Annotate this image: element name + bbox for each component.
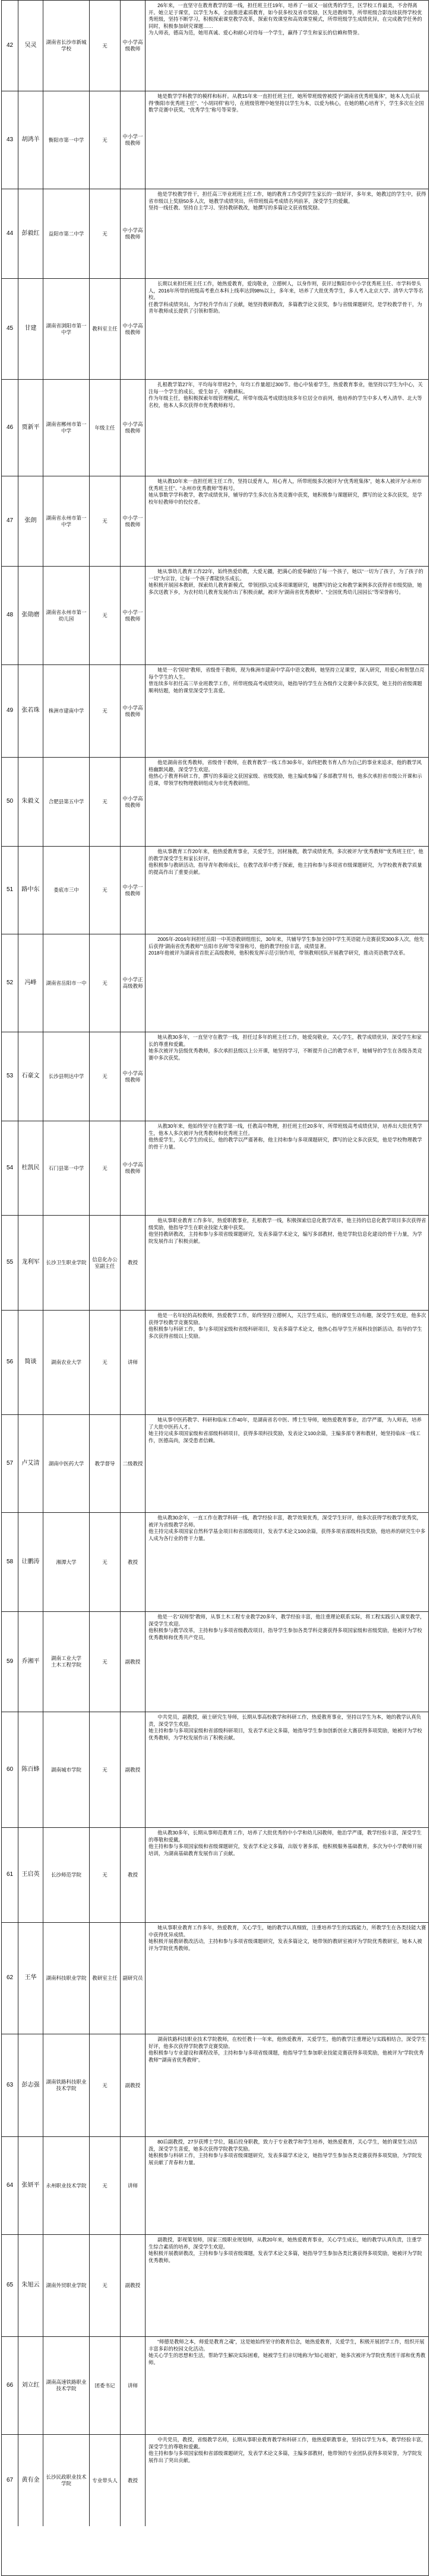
person-name: 乔湘平 [18,1612,43,1712]
achievement-description: 副教授，影视策划师，国家三级职业规划师，从教20年来，她热爱教育事业，关心学生成长，她的教学认真负责，注重学生综合素质的培养，深受学生欢迎。 她积极开展教研教改，主持和参与多项省级课题，发表学术论文多篇，她指导学生参加各类比赛获得多项奖励，她被评为学院优秀教师。 [148,2237,422,2263]
position: 无 [90,2034,121,2136]
achievement-description: 她从教10年来一直担任班主任工作，坚持以爱育人，用心育人，所带班级多次被评为“优秀班集体”，她本人被评为“永州市优秀班主任”、“永州市优秀教师”等称号。 她从事数学学科教学，教学成绩优异，辅导的学生多次在各类竞赛中获奖，她积极参与课题研究，撰写的论文多次获奖，是学校年轻教师中的佼佼者。 [148,478,422,505]
professional-title: 中小学正高级教师 [121,934,146,1032]
row-index: 58 [2,1513,18,1611]
table-row [2,1612,428,1712]
person-name: 杜凯民 [18,1121,43,1215]
person-name: 张朗 [18,476,43,566]
row-index: 47 [2,476,18,566]
row-index: 60 [2,1712,18,1827]
work-unit: 石门县第一中学 [43,1121,90,1215]
table-row [2,279,428,380]
achievement-description: 从教30年来，他始终坚守在教学第一线，任教高中物理，担任班主任20多年，所带班级高考成绩优异，培养出大批优秀学生，他本人多次被评为优秀教师和优秀班主任。 他热爱学生，关心学生的成长，他的教学以严谨著称，他主持和参与多项课题研究，撰写的论文多次获奖，他是学校物理教学的骨干力量。 [148,1123,422,1150]
row-index: 48 [2,567,18,664]
position: 无 [90,1513,121,1611]
achievement-description: 她是一名“国培”教师，省级骨干教师，现为株洲市建南中学高中语文教师，她坚持立足课堂，深入研究，用爱心和智慧点亮每个学生的人生。 曾连续多年担任高三毕业班教学工作，所带班级高考成绩突出，她指导的学生在各级作文竞赛中多次获奖，她主持的省级课题顺利结题，她的课堂深受学生喜爱。 [148,667,425,694]
row-index: 55 [2,1216,18,1310]
professional-title: 中小学高级教师 [121,758,146,846]
position: 教研室主任 [90,1923,121,2034]
achievement-description: 他是一名年轻的高校教师，热爱教学工作，始终坚持立德树人，关注学生成长，他的课堂生动有趣，深受学生欢迎，他多次获得学校教学竞赛奖励。 他积极参与科研工作，参与多项国家级和省级科研项目，发表多篇学术论文，他热心指导学生开展科技创新活动，指导的学生多次获得省级以上奖励。 [148,1312,426,1339]
professional-title: 中小学一级教师 [121,476,146,566]
achievement-description: 中共党员，副教授，硕士研究生导师，长期从事高校教学和科研工作，热爱教育事业，坚持以学生为本，她的教学认真负责，深受学生欢迎。 她主持和参与多项国家级和省部级科研项目，发表学术论文多篇，她指导学生参加创新创业大赛获得多项奖励，她被评为学校优秀教师，为学校发展作出了积极贡献。 [148,1714,422,1741]
table-row [2,567,428,665]
person-name: 让鹏涛 [18,1513,43,1611]
person-name: 冯峰 [18,934,43,1032]
row-index: 56 [2,1311,18,1414]
achievement-description: 她从事职业教育工作多年，热爱教育，关心学生，她的教学认真细致，注重培养学生的实践能力，所教学生在各类技能大赛中获得优异成绩。 她积极开展教研教改活动，主持和参与多项省级课题研究，发表多篇论文，她带领的教研室被评为学院优秀教研室，她本人被评为学院优秀教师。 [148,1925,426,1951]
achievement-description: 2005年-2016年间担任岳阳一中英语教研组组长，30年来，共辅导学生参加全国中学生英语能力竞赛获奖300多人次，他先后获得“湖南省优秀教师”“岳阳市名师”等荣誉称号，他的教学经验丰富，成绩显著。 2018年他被评为湖南省首批正高级教师，他积极发挥示范引领作用，带领教师团队开展教学研究，推动英语教学改革。 [148,936,424,956]
professional-title: 教授 [121,1828,146,1922]
table-row [2,1923,428,2034]
work-unit: 湖南省郴州市第一中学 [43,380,90,476]
work-unit: 永州职业技术学院 [43,2137,90,2234]
work-unit: 湖南城市学院 [43,1712,90,1827]
row-index: 66 [2,2337,18,2434]
row-index: 44 [2,189,18,278]
person-name: 张妍平 [18,2137,43,2234]
position: 无 [90,189,121,278]
professional-title: 中小学高级教师 [121,279,146,379]
work-unit: 合肥县第五中学 [43,758,90,846]
work-unit: 湖南省长沙市新城学校 [43,1,90,91]
work-unit: 湖南科技职业学院 [43,1923,90,2034]
achievement-description: 他从教30多年，长期从事师范教育工作，培养了大批优秀的中小学和幼儿园教师，他治学严谨，教学经验丰富，深受学生的尊敬和爱戴。 他主持和参与多项国家级和省级课题研究，发表学术论文多篇，出版专著多部，他积极服务基础教育，多次为中小学教师开展培训，为湖南基础教育发展作出了贡献。 [148,1830,422,1856]
achievement-description: 他从事教育工作20年来，他热爱教育事业，关爱学生，因材施教，教学成绩优秀，多次被评为“优秀教师”“优秀班主任”，他的教学深受学生和家长好评。 他积极参与教研活动，指导青年教师成长，在教学改革中勇于探索，他主持和参与多项省市级课题研究，为学校教育教学质量的提高作出了重要贡献。 [148,848,423,875]
work-unit: 湖南省浏阳市第一中学 [43,279,90,379]
position: 无 [90,758,121,846]
position: 无 [90,91,121,189]
row-index: 49 [2,665,18,757]
achievement-description: 她从事中医药教学、科研和临床工作40年，是湖南省名中医、博士生导师，她热爱教育事业，治学严谨，为人师表，培养了大批中医药人才。 她主持完成多项国家级和省部级科研项目，获得多项科技奖励，发表论文100余篇，主编多部专著和教材，她坚持临床一线工作，医德高尚，深受患者信赖。 [148,1417,422,1443]
position: 专业带头人 [90,2435,121,2526]
person-name: 石豪文 [18,1032,43,1121]
position: 教学督导 [90,1415,121,1512]
professional-title: 中小学一级教师 [121,847,146,934]
work-unit: 湖南中医药大学 [43,1415,90,1512]
row-index: 46 [2,380,18,476]
person-name: 黄有金 [18,2435,43,2526]
work-unit: 湖南省岳阳市一中 [43,934,90,1032]
table-row [2,91,428,189]
person-name: 朱毅义 [18,758,43,846]
position: 无 [90,1121,121,1215]
position: 无 [90,1712,121,1827]
row-index: 63 [2,2034,18,2136]
person-name: 贾新平 [18,380,43,476]
professional-title: 中小学高级教师 [121,380,146,476]
professional-title: 中小学一级教师 [121,567,146,664]
achievement-description: 湖南铁路科技职业技术学院教师，在校任教十一年来，他热爱教育，关爱学生，他的教学注重理论与实践相结合，深受学生好评，他多次获得学院教学竞赛奖励。 他积极参与专业建设和课程改革，主持和参与多项省级课题，他指导学生参加职业技能竞赛获得多项奖励，他被评为“学院优秀教师”“湖南省优秀教师”。 [148,2036,426,2063]
row-index: 52 [2,934,18,1032]
row-index: 65 [2,2235,18,2336]
achievement-description: 扎根教学第27年，平均每年带班2个，年均工作量超过300节。他心中装着学生，热爱教育事业，他坚持以学生为中心，关注每一个学生的成长，爱生如子，辛勤耕耘。 作为年级主任，他积极探索年级管理模式，所带年级高考成绩连续多年位居全市前列，他培养的学生中多人考入清华、北大等名校，他本人多次获得市优秀教师称号。 [148,381,423,408]
person-name: 卢艾清 [18,1415,43,1512]
work-unit: 湘潭大学 [43,1513,90,1611]
person-name: 张若珠 [18,665,43,757]
table-row [2,1032,428,1121]
achievement-description: 她从事幼儿教育工作22年，始终热爱幼教，大爱无疆，把满心的爱奉献给了每一个孩子，她以“一切为了孩子，为了孩子的一切”为宗旨，让每一个孩子都能快乐成长。 她积极开展园本教研，探索幼儿教育新模式，带领团队完成多项课题研究，她撰写的论文和教学案例多次获得省市级奖励，她多次送教下乡，为农村幼儿教育发展作出了积极贡献，被评为“湖南省优秀教师”、“全国优秀幼儿园园长”等荣誉称号。 [148,568,423,595]
row-index: 45 [2,279,18,379]
person-name: 胡鸿羊 [18,91,43,189]
position: 无 [90,567,121,664]
professional-title: 副研究员 [121,1923,146,2034]
work-unit: 长沙师范学院 [43,1828,90,1922]
person-name: 彭毅红 [18,189,43,278]
table-row [2,847,428,934]
row-index: 54 [2,1121,18,1215]
professional-title: 教授 [121,1216,146,1310]
position: 年级主任 [90,380,121,476]
achievement-description: 长期以来担任班主任工作，她热爱教育，爱岗敬业，立德树人，以身作则，获评过衡阳市中小学优秀班主任、市学科带头人，2016年所带的班级高考重点本科上线率达到98%以上，多年来，培养了大批优秀学生，多人考入北京大学、清华大学等名校。 任教学科成绩突出，为学校升学作出了贡献，她坚持教研教改，多篇教学论文获奖，参与省级课题研究，是学校教学骨干，为青年教师成长提供了引领和帮助。 [148,281,423,314]
achievement-description: 他从事职业教育工作多年，热爱职教事业，扎根教学一线，积极探索信息化教学改革，他主持的信息化教学项目多次获得省级奖励，他指导学生在职业技能大赛中获奖。 他坚持教研教改，主持和参与多项省级课题研究，发表多篇学术论文，编写多部教材，他是学院信息化建设的骨干力量，为学院发展作出了积极贡献。 [148,1217,426,1244]
honor-table [1,0,429,2576]
table-row [2,1712,428,1828]
work-unit: 长沙民政职业技术学院 [43,2435,90,2526]
work-unit: 湖南铁路科技职业技术学院 [43,2034,90,2136]
person-name: 吴灵 [18,1,43,91]
work-unit: 长沙卫生职业学院 [43,1216,90,1310]
table-row [2,2137,428,2235]
professional-title: 中小学高级教师 [121,1121,146,1215]
position: 教科室主任 [90,279,121,379]
position: 无 [90,934,121,1032]
work-unit: 株洲市建南中学 [43,665,90,757]
achievement-description: 他从教30余年，一直工作在教学科研一线，教学经验丰富，教学效果优秀，深受学生好评，他多次获得学校教学优秀奖，被评为省级教学名师。 他主持完成多项国家自然科学基金项目和省部级项目，发表学术论文100余篇，获得多项省部级科技奖励，他培养的研究生中多人成为各行业的骨干力量。 [148,1515,426,1541]
person-name: 彭志强 [18,2034,43,2136]
work-unit: 长沙县明达中学 [43,1032,90,1121]
professional-title: 二级教授 [121,1415,146,1512]
achievement-description: 他是湖南省优秀教师，省级骨干教师，在教育教学一线工作30多年，始终把教书育人作为自己的事业来追求，他的教学风格幽默风趣，深受学生欢迎。 他热心于教育科研工作，撰写的多篇论文获国家级、省级奖励，他主编或参编了多部教学用书，他多次承担省市级公开课和示范课，带领学校物理教研组成为市优秀教研组。 [148,759,422,786]
work-unit: 湖南省永州市第一中学 [43,476,90,566]
professional-title: 讲师 [121,2337,146,2434]
table-row [2,1415,428,1513]
person-name: 朱旭云 [18,2235,43,2336]
table-row [2,2435,428,2526]
row-index: 42 [2,1,18,91]
work-unit: 衡阳市第一中学 [43,91,90,189]
achievement-description: 26年来，一直坚守在教育教学的第一线，担任班主任19年，培养了一届又一届优秀的学生，区学校工作最美，不舍得离开。她立足于课堂，以学生为本，全面推进素质教育，如今获多校及省市奖励，区先进教师等，所带班级合影连续获得学校优秀班级，坚持不断学习，积极探索课堂教学改革，探索有效课堂和高效课堂模式，所带班级学生成绩优异，在完成教学任务的同时，积极参加研究课题…… 为人师表，德高为范，她用真诚、爱心和耐心对待每一个学生，赢得了学生和家长的信赖和赞誉。 [148,2,422,36]
row-index: 62 [2,1923,18,2034]
achievement-description: 她是数学学科教学的模样和标杆。从教15年来一直担任班主任，她所带班级曾被授予“湖南省优秀班集体”，她本人先后获得“衡阳市优秀班主任”、“小胡同样”称号，在班级管理中她坚持以学生为本，以爱为核心，在她的精心培育下，学生多次在全国数学竞赛中获奖，“优秀学生”称号等荣誉。 [148,93,424,113]
table-row [2,189,428,279]
achievement-description: 他是一名“双师型”教师，从事土木工程专业教学20多年，教学经验丰富，他注重理论联系实际，将工程实践引入课堂教学，深受学生欢迎。 他积极参与教学改革，主持和参与多项省级教改项目，指导学生参加各类学科竞赛获得多项国家级和省级奖励，他被评为学校优秀教师和优秀共产党员。 [148,1614,425,1640]
achievement-description: 她从教30多年，一直坚守在教学一线，担任过多年的班主任工作，她爱岗敬业，关心学生，教学成绩优异，深受学生和家长的尊重和爱戴。 她多次被评为县级优秀教师，多次承担县级以上公开课，她坚持学习，不断提升自己的教学水平，她辅导的学生在各级各类竞赛中多次获奖。 [148,1034,422,1061]
professional-title: 教授 [121,2435,146,2526]
person-name: 张勋磨 [18,567,43,664]
work-unit: 湖南农业大学 [43,1311,90,1414]
professional-title: 讲师 [121,1311,146,1414]
professional-title: 副教授 [121,1712,146,1827]
row-index: 67 [2,2435,18,2526]
professional-title: 副教授 [121,2034,146,2136]
table-row [2,1121,428,1216]
table-row [2,1828,428,1923]
position: 无 [90,1,121,91]
position: 无 [90,665,121,757]
row-index: 57 [2,1415,18,1512]
table-row [2,2034,428,2137]
table-row [2,380,428,476]
achievement-description: 80后副教授，27岁获博士学位，随后投身职教，致力于专业教学和学生培养，她热爱教育，关心学生，她的课堂生动活泼，深受学生喜爱，她多次获得学院教学奖励。 她积极参与科研工作，主持和参与多项省级课题研究，发表多篇学术论文，她指导学生参加各类竞赛获得多项奖励，为学院发展贡献了青春和力量。 [148,2139,422,2165]
work-unit: 湖南省永州市第一幼儿园 [43,567,90,664]
position: 无 [90,1311,121,1414]
position: 无 [90,2235,121,2336]
position: 无 [90,847,121,934]
person-name: 甘建 [18,279,43,379]
person-name: 陈百蜂 [18,1712,43,1827]
table-row [2,758,428,847]
person-name: 刘立红 [18,2337,43,2434]
position: 信息化办公室副主任 [90,1216,121,1310]
table-row [2,476,428,567]
row-index: 59 [2,1612,18,1712]
achievement-description: “师德是教师之本，师爱是教育之魂”，这是她始终坚守的教育信念，她热爱教育，关爱学生，积极开展团学工作，组织开展丰富多彩的校园文化活动。 她关心学生的思想和生活，帮助学生解决实际困难，她被学生们亲切地称为“知心姐姐”，她多次被评为学院优秀团干部和优秀教师。 [148,2339,426,2365]
table-row [2,1,428,91]
table-row [2,1311,428,1415]
person-name: 简谈 [18,1311,43,1414]
achievement-description: 中共党员，教授，省级教学名师，长期从事职业教育教学和科研工作，他热爱职教事业，坚持以学生为本，教学经验丰富，深受学生的尊敬和爱戴。 他主持和参与多项国家级和省部级课题研究，发表学术论文多篇，主编多部教材，他带领的专业团队获得多项荣誉，为学院发展作出了突出贡献。 [148,2437,426,2463]
position: 无 [90,1612,121,1712]
professional-title: 副教授 [121,1612,146,1712]
position: 无 [90,2137,121,2234]
position: 无 [90,1032,121,1121]
professional-title: 中小学高级教师 [121,189,146,278]
row-index: 50 [2,758,18,846]
person-name: 王华 [18,1923,43,2034]
professional-title: 讲师 [121,2137,146,2234]
work-unit: 湖南高速铁路职业技术学院 [43,2337,90,2434]
professional-title: 中小学高级教师 [121,1032,146,1121]
work-unit: 娄底市三中 [43,847,90,934]
row-index: 53 [2,1032,18,1121]
work-unit: 湖南外贸职业学院 [43,2235,90,2336]
row-index: 43 [2,91,18,189]
professional-title: 教授 [121,1513,146,1611]
position: 无 [90,476,121,566]
table-row [2,1513,428,1612]
table-row [2,2337,428,2435]
person-name: 王启英 [18,1828,43,1922]
row-index: 51 [2,847,18,934]
person-name: 龙利军 [18,1216,43,1310]
table-row [2,2235,428,2337]
professional-title: 中小学一级教师 [121,91,146,189]
row-index: 61 [2,1828,18,1922]
table-row [2,934,428,1032]
table-row [2,665,428,758]
position: 无 [90,1828,121,1922]
table-row [2,1216,428,1311]
person-name: 路中东 [18,847,43,934]
professional-title: 中小学高级教师 [121,1,146,91]
work-unit: 益阳市第二中学 [43,189,90,278]
position: 团委书记 [90,2337,121,2434]
achievement-description: 他是学校教学骨干，担任高三毕业班班主任工作，她的教育工作受到学生家长的一致好评，多年来，她教过的学生中，获得省市级以上奖励50多人次，她教学成绩突出，所带班级高考成绩名列前茅，深受学生的爱戴。 坚持一线任教、坚持自主学习、坚持教研教改，她撰写的多篇论文获省级奖励。 [148,191,426,211]
work-unit: 湖南工业大学 土木工程学院 [43,1612,90,1712]
professional-title: 中小学高级教师 [121,665,146,757]
professional-title: 副教授 [121,2235,146,2336]
row-index: 64 [2,2137,18,2234]
